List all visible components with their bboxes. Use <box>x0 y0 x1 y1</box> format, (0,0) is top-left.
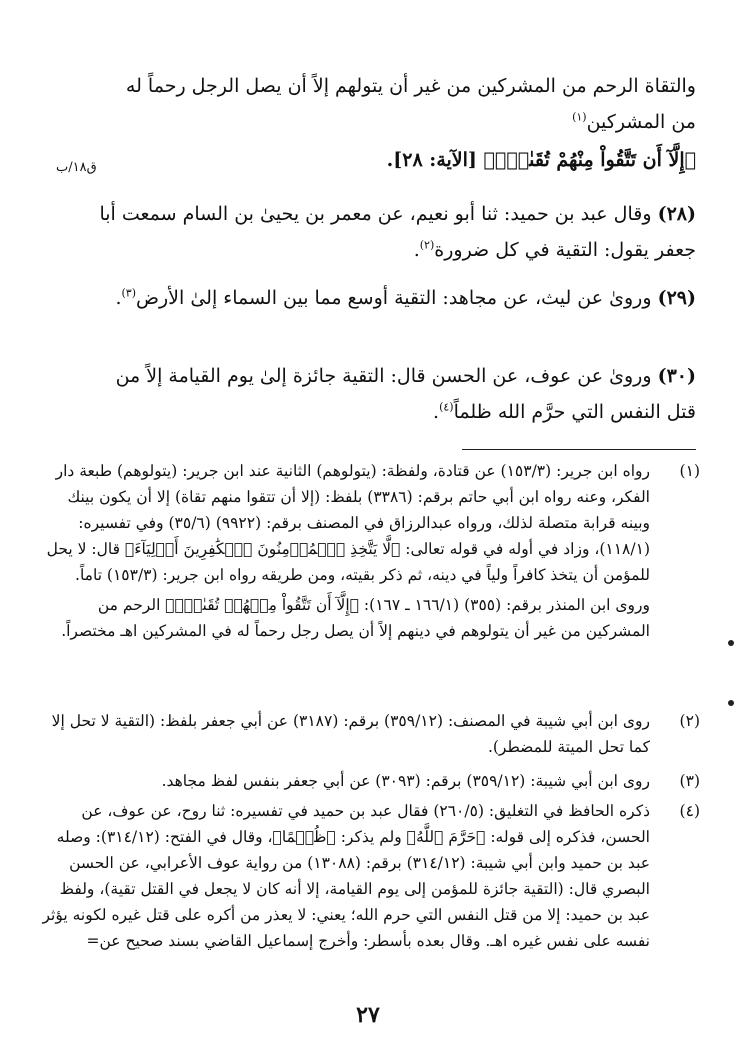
paragraph-text: ورویٰ عن ليث، عن مجاهد: التقية أوسع مما بين السماء إلىٰ الأرض <box>136 287 652 309</box>
page-number: ٢٧ <box>356 1002 380 1028</box>
paragraph-text: وقال عبد بن حميد: ثنا أبو نعيم، عن معمر بن يحيىٰ بن السام سمعت أبا جعفر يقول: التقية في كل ضرورة <box>99 203 696 261</box>
footnote-2 <box>40 708 700 760</box>
quran-verse <box>96 142 696 178</box>
scan-speck <box>728 700 734 706</box>
narration-number: (٢٩) <box>657 287 696 309</box>
footnote-ref: (٤) <box>439 400 454 414</box>
paragraph-28: (٢٨) وقال عبد بن حميد: ثنا أبو نعيم، عن معمر بن يحيىٰ بن السام سمعت أبا جعفر يقول: التقية في كل ضرورة$^{(٢)}$. <box>99 203 696 261</box>
footnote-3 <box>40 768 700 794</box>
paragraph-29: (٢٩) ورویٰ عن ليث، عن مجاهد: التقية أوسع مما بين السماء إلىٰ الأرض$^{(٣)}$. <box>115 286 696 309</box>
footnote-text-extra: وروى ابن المنذر برقم: (٣٥٥) (١٦٦/١ ـ ١٦٧): ﴿إِلَّآ أَن تَتَّقُواْ مِنۡهُمۡ تُقَىٰةًۗ﴾ الرحم من المشركين من غير أن يتولوهم في دينهم إلاً أن يصل رجل رحماً له في المشركين اهـ مختصراً. <box>61 596 650 640</box>
footnote-number: (١) <box>679 462 700 480</box>
narration-number: (٣٠) <box>657 365 696 387</box>
paragraph-1 <box>96 68 696 140</box>
footnote-divider <box>462 449 696 450</box>
footnote-text: روى ابن أبي شيبة: (٣٥٩/١٢) برقم: (٣٠٩٣) عن أبي جعفر بنفس لفظ مجاهد. <box>161 772 650 790</box>
margin-manuscript-note: ق١٨/ب <box>56 160 97 175</box>
footnote-number: (٤) <box>679 802 700 820</box>
footnote-ref: (١) <box>572 110 587 124</box>
paragraph-text: والتقاة الرحم من المشركين من غير أن يتولهم إلاً أن يصل الرجل رحماً له من المشركين <box>125 75 696 133</box>
paragraph-text: ورویٰ عن عوف، عن الحسن قال: التقية جائزة إلىٰ يوم القيامة إلاً من قتل النفس التي حرَّم الله ظلماً <box>115 365 696 423</box>
footnote-ref: (٣) <box>121 286 137 300</box>
paragraph-30: (٣٠) ورویٰ عن عوف، عن الحسن قال: التقية جائزة إلىٰ يوم القيامة إلاً من قتل النفس التي حرَّم الله ظلماً$^{(٤)}$. <box>115 365 696 423</box>
narration-number: (٢٨) <box>657 203 696 225</box>
footnote-text: روى ابن أبي شيبة في المصنف: (٣٥٩/١٢) برقم: (٣١٨٧) عن أبي جعفر بلفظ: (التقية لا تحل إلا كما تحل الميتة للمضطر). <box>51 712 650 756</box>
footnote-text: رواه ابن جرير: (١٥٣/٣) عن قتادة، ولفظة: (يتولوهم) الثانية عند ابن جرير: (يتولوهم) طبعة دار الفكر، وعنه رواه ابن أبي حاتم برقم: (٣٣٨٦) بلفظ: (إلا أن تتقوا منهم تقاة) إلا أن يكون بينك وبينه قرابة متصلة لذلك، ورواه عبدالرزاق في المصنف برقم: (٩٩٢٢) (٣٥/٦) وفي تفسيره: (١١٨/١)، وزاد في أوله في قوله تعالى: ﴿لَّا يَتَّخِذِ ٱلۡمُؤۡمِنُونَ ٱلۡكَٰفِرِينَ أَوۡلِيَآءَ﴾ قال: لا يحل للمؤمن أن يتخذ كافراً ولياً في دينه، ثم ذكر بقيته، ومن طريقه رواه ابن جرير: (١٥٣/٣) تاماً. <box>46 462 650 584</box>
scan-speck <box>728 640 734 646</box>
footnote-4 <box>40 798 700 954</box>
footnote-ref: (٢) <box>419 238 435 252</box>
footnote-number: (٣) <box>679 772 700 790</box>
verse-text: ﴿إِلَّآ أَن تَتَّقُواْ مِنْهُمْ تُقَىٰةًۗ﴾ [الآية: ٢٨]. <box>386 149 696 171</box>
footnote-text: ذكره الحافظ في التغليق: (٢٦٠/٥) فقال عبد بن حميد في تفسيره: ثنا روح، عن عوف، عن الحسن، فذكره إلى قوله: ﴿حَرَّمَ ٱللَّهُ﴾ ولم يذكر: ﴿ظُلۡمًا﴾، وقال في الفتح: (٣١٤/١٢): وصله عبد بن حميد وابن أبي شيبة: (٣١٤/١٢) برقم: (١٣٠٨٨) من رواية عوف الأعرابي، عن الحسن البصري قال: (التقية جائزة للمؤمن إلى يوم القيامة، إلا أنه كان لا يجعل في القتل تقية)، ولفظ عبد بن حميد: إلا من قتل النفس التي حرم الله؛ يعني: لا يعذر من أكره على قتل غيره لكونه يؤثر نفسه على نفس غيره اهـ. وقال بعده بأسطر: وأخرج إسماعيل القاضي بسند صحيح عن= <box>42 802 650 950</box>
footnote-number: (٢) <box>679 712 700 730</box>
footnote-1 <box>40 458 700 644</box>
